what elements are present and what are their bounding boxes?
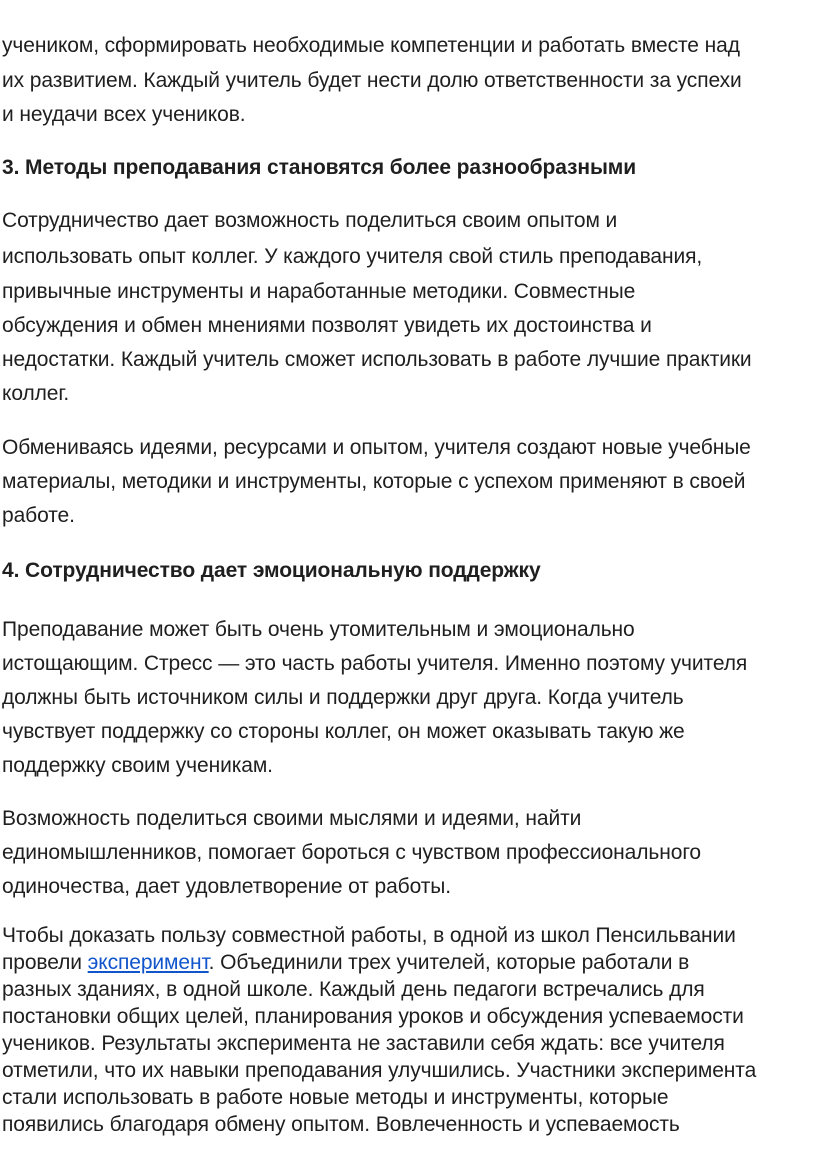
paragraph-line: коллег. [2, 382, 70, 405]
paragraph-line: Возможность поделиться своими мыслями и идеями, найти [2, 807, 582, 830]
paragraph-line: учеником, сформировать необходимые компетенции и работать вместе над [2, 34, 740, 57]
paragraph-line: использовать опыт коллег. У каждого учителя свой стиль преподавания, [2, 245, 703, 268]
paragraph-line: чувствует поддержку со стороны коллег, он может оказывать такую же [2, 720, 685, 743]
paragraph-line: постановки общих целей, планирования уроков и обсуждения успеваемости [2, 1005, 744, 1028]
paragraph-line: Чтобы доказать пользу совместной работы, в одной из школ Пенсильвании [2, 924, 736, 947]
paragraph-line: Обмениваясь идеями, ресурсами и опытом, учителя создают новые учебные [2, 436, 751, 459]
paragraph-line: стали использовать в работе новые методы и инструменты, которые [2, 1086, 669, 1109]
paragraph-line: недостатки. Каждый учитель сможет использовать в работе лучшие практики [2, 348, 752, 371]
paragraph-line: одиночества, дает удовлетворение от работы. [2, 875, 451, 898]
paragraph-line: поддержку своим ученикам. [2, 754, 273, 777]
paragraph-line: Преподавание может быть очень утомительным и эмоционально [2, 618, 635, 641]
experiment-link[interactable]: эксперимент [87, 951, 209, 974]
paragraph-line: появились благодаря обмену опытом. Вовлеченность и успеваемость [2, 1113, 680, 1136]
section-heading-4: 4. Сотрудничество дает эмоциональную поддержку [2, 559, 541, 582]
paragraph-text: провели [2, 951, 88, 974]
paragraph-line: и неудачи всех учеников. [2, 103, 246, 126]
paragraph-line: обсуждения и обмен мнениями позволят увидеть их достоинства и [2, 314, 652, 337]
paragraph-line: единомышленников, помогает бороться с чувством профессионального [2, 841, 701, 864]
paragraph-line: материалы, методики и инструменты, которые с успехом применяют в своей [2, 470, 746, 493]
paragraph-line: разных зданиях, в одной школе. Каждый день педагоги встречались для [2, 978, 705, 1001]
paragraph-line: должны быть источником силы и поддержки друг друга. Когда учитель [2, 686, 684, 709]
paragraph-line: их развитием. Каждый учитель будет нести долю ответственности за успехи [2, 69, 742, 92]
paragraph-line: работе. [2, 504, 75, 527]
section-heading-3: 3. Методы преподавания становятся более разнообразными [2, 156, 637, 179]
paragraph-line: истощающим. Стресс — это часть работы учителя. Именно поэтому учителя [2, 652, 748, 675]
paragraph-text: . Объединили трех учителей, которые работали в [208, 951, 690, 974]
paragraph-line: отметили, что их навыки преподавания улучшились. Участники эксперимента [2, 1059, 757, 1082]
paragraph-line: привычные инструменты и наработанные методики. Совместные [2, 280, 636, 303]
paragraph-line-with-link [2, 952, 689, 973]
paragraph-line: Сотрудничество дает возможность поделиться своим опытом и [2, 209, 618, 232]
paragraph-line: учеников. Результаты эксперимента не заставили себя ждать: все учителя [2, 1032, 725, 1055]
